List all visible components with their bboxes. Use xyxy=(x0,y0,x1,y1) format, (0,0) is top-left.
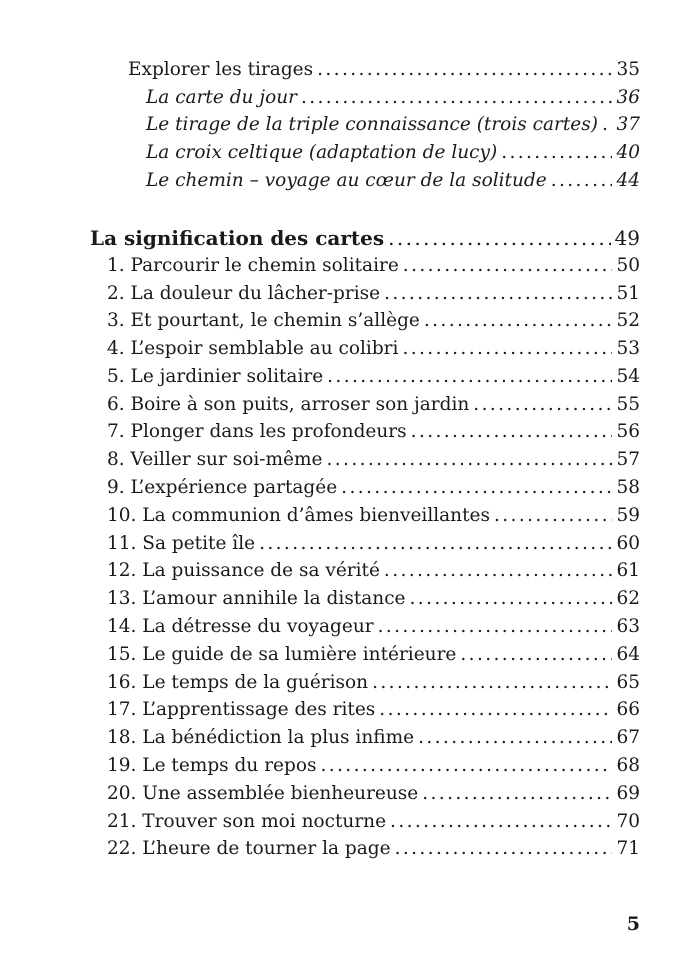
toc-entry-label: 18. La bénédiction la plus infime xyxy=(107,727,415,748)
toc-entry-page: 64 xyxy=(616,644,640,665)
toc-entry-page: 58 xyxy=(616,477,640,498)
toc-entry-label: 6. Boire à son puits, arroser son jardin xyxy=(107,394,470,415)
toc-entry-page: 50 xyxy=(616,255,640,276)
toc-entry-label: 16. Le temps de la guérison xyxy=(107,672,369,693)
toc-entry-page: 56 xyxy=(616,421,640,442)
dot-leader xyxy=(388,225,610,251)
dot-leader xyxy=(460,642,612,668)
toc-entry-page: 66 xyxy=(616,699,640,720)
dot-leader xyxy=(326,447,612,473)
dot-leader xyxy=(473,392,612,418)
toc-entry xyxy=(107,670,640,696)
toc-entry-page: 62 xyxy=(616,588,640,609)
dot-leader xyxy=(494,503,612,529)
dot-leader xyxy=(341,475,612,501)
toc-entry-explorer-les-tirages xyxy=(128,57,640,83)
toc-entry-page: 61 xyxy=(616,560,640,581)
dot-leader xyxy=(501,140,612,166)
toc-entry xyxy=(107,281,640,307)
toc-entry-page: 35 xyxy=(616,59,640,80)
toc-entry xyxy=(107,753,640,779)
dot-leader xyxy=(390,809,612,835)
toc-entry-label: 5. Le jardinier solitaire xyxy=(107,366,324,387)
toc-entry-page: 53 xyxy=(616,338,640,359)
toc-entry-page: 52 xyxy=(616,310,640,331)
toc-entry-label: 11. Sa petite île xyxy=(107,533,256,554)
dot-leader xyxy=(602,112,613,138)
toc-entry xyxy=(107,392,640,418)
toc-entry-page: 71 xyxy=(616,838,640,859)
toc-entry-page: 40 xyxy=(616,142,640,163)
toc-subentry xyxy=(146,168,640,194)
dot-leader xyxy=(317,57,612,83)
toc-entry xyxy=(107,308,640,334)
toc-entry-page: 54 xyxy=(616,366,640,387)
toc-entry-page: 63 xyxy=(616,616,640,637)
toc-entry-page: 67 xyxy=(616,727,640,748)
toc-entry xyxy=(107,642,640,668)
toc-entry xyxy=(107,475,640,501)
toc-entry-label: 2. La douleur du lâcher-prise xyxy=(107,283,381,304)
toc-subentry xyxy=(146,140,640,166)
toc-entry-label: Explorer les tirages xyxy=(128,59,314,80)
dot-leader xyxy=(410,586,613,612)
toc-entry xyxy=(107,447,640,473)
toc-entry xyxy=(107,364,640,390)
toc-entry-page: 68 xyxy=(616,755,640,776)
toc-entry-label: 1. Parcourir le chemin solitaire xyxy=(107,255,399,276)
toc-entry xyxy=(107,809,640,835)
toc-entry-page: 51 xyxy=(616,283,640,304)
toc-entry-label: 20. Une assemblée bienheureuse xyxy=(107,783,419,804)
toc-entry xyxy=(107,614,640,640)
toc-subentry xyxy=(146,85,640,111)
dot-leader xyxy=(301,85,612,111)
toc-entry-page: 49 xyxy=(614,226,640,250)
toc-section-heading xyxy=(90,225,640,251)
toc-entry-label: 14. La détresse du voyageur xyxy=(107,616,374,637)
toc-entry-label: 10. La communion d’âmes bienveillantes xyxy=(107,505,490,526)
toc-entry-label: 12. La puissance de sa vérité xyxy=(107,560,380,581)
toc-entry-page: 69 xyxy=(616,783,640,804)
toc-entry xyxy=(107,419,640,445)
toc-entry-label: 21. Trouver son moi nocturne xyxy=(107,811,387,832)
toc-entry xyxy=(107,558,640,584)
toc-entry-label: 4. L’espoir semblable au colibri xyxy=(107,338,399,359)
dot-leader xyxy=(320,753,612,779)
toc-entry-label: 22. L’heure de tourner la page xyxy=(107,838,391,859)
toc-entry-label: 17. L’apprentissage des rites xyxy=(107,699,376,720)
dot-leader xyxy=(384,558,613,584)
toc-entry xyxy=(107,503,640,529)
toc-entry-label: Le chemin – voyage au cœur de la solitude xyxy=(146,170,547,191)
toc-entry xyxy=(107,253,640,279)
toc-entry-label: La croix celtique (adaptation de lucy) xyxy=(146,142,498,163)
toc-entry-page: 70 xyxy=(616,811,640,832)
toc-entry-label: 19. Le temps du repos xyxy=(107,755,317,776)
toc-entry-page: 37 xyxy=(616,114,640,135)
toc-entry-label: 3. Et pourtant, le chemin s’allège xyxy=(107,310,420,331)
toc-entry xyxy=(107,836,640,862)
dot-leader xyxy=(379,697,612,723)
toc-entry-page: 65 xyxy=(616,672,640,693)
dot-leader xyxy=(259,531,612,557)
toc-entry-label: 9. L’expérience partagée xyxy=(107,477,338,498)
section-title: La signification des cartes xyxy=(90,226,385,250)
toc-entry-label: 8. Veiller sur soi-même xyxy=(107,449,323,470)
toc-entry-page: 55 xyxy=(616,394,640,415)
dot-leader xyxy=(422,781,612,807)
dot-leader xyxy=(411,419,613,445)
toc-entry-page: 59 xyxy=(616,505,640,526)
dot-leader xyxy=(372,670,612,696)
toc-entry-label: 15. Le guide de sa lumière intérieure xyxy=(107,644,457,665)
toc-entry-label: 7. Plonger dans les profondeurs xyxy=(107,421,407,442)
dot-leader xyxy=(424,308,613,334)
toc-entry xyxy=(107,781,640,807)
toc-entry-page: 60 xyxy=(616,533,640,554)
toc-entry xyxy=(107,586,640,612)
dot-leader xyxy=(418,725,612,751)
toc-entry-page: 36 xyxy=(616,87,640,108)
page-number: 5 xyxy=(626,913,640,935)
dot-leader xyxy=(327,364,612,390)
toc-entry-label: Le tirage de la triple connaissance (trois cartes) xyxy=(146,114,598,135)
dot-leader xyxy=(378,614,613,640)
toc-entry-label: 13. L’amour annihile la distance xyxy=(107,588,406,609)
dot-leader xyxy=(403,253,613,279)
dot-leader xyxy=(395,836,613,862)
toc-entry xyxy=(107,697,640,723)
dot-leader xyxy=(384,281,612,307)
dot-leader xyxy=(551,168,613,194)
toc-entry xyxy=(107,725,640,751)
toc-subentry xyxy=(146,112,640,138)
toc-entry-page: 44 xyxy=(616,170,640,191)
toc-entry xyxy=(107,531,640,557)
dot-leader xyxy=(402,336,612,362)
toc-entry-page: 57 xyxy=(616,449,640,470)
toc-entry xyxy=(107,336,640,362)
toc-entry-label: La carte du jour xyxy=(146,87,297,108)
